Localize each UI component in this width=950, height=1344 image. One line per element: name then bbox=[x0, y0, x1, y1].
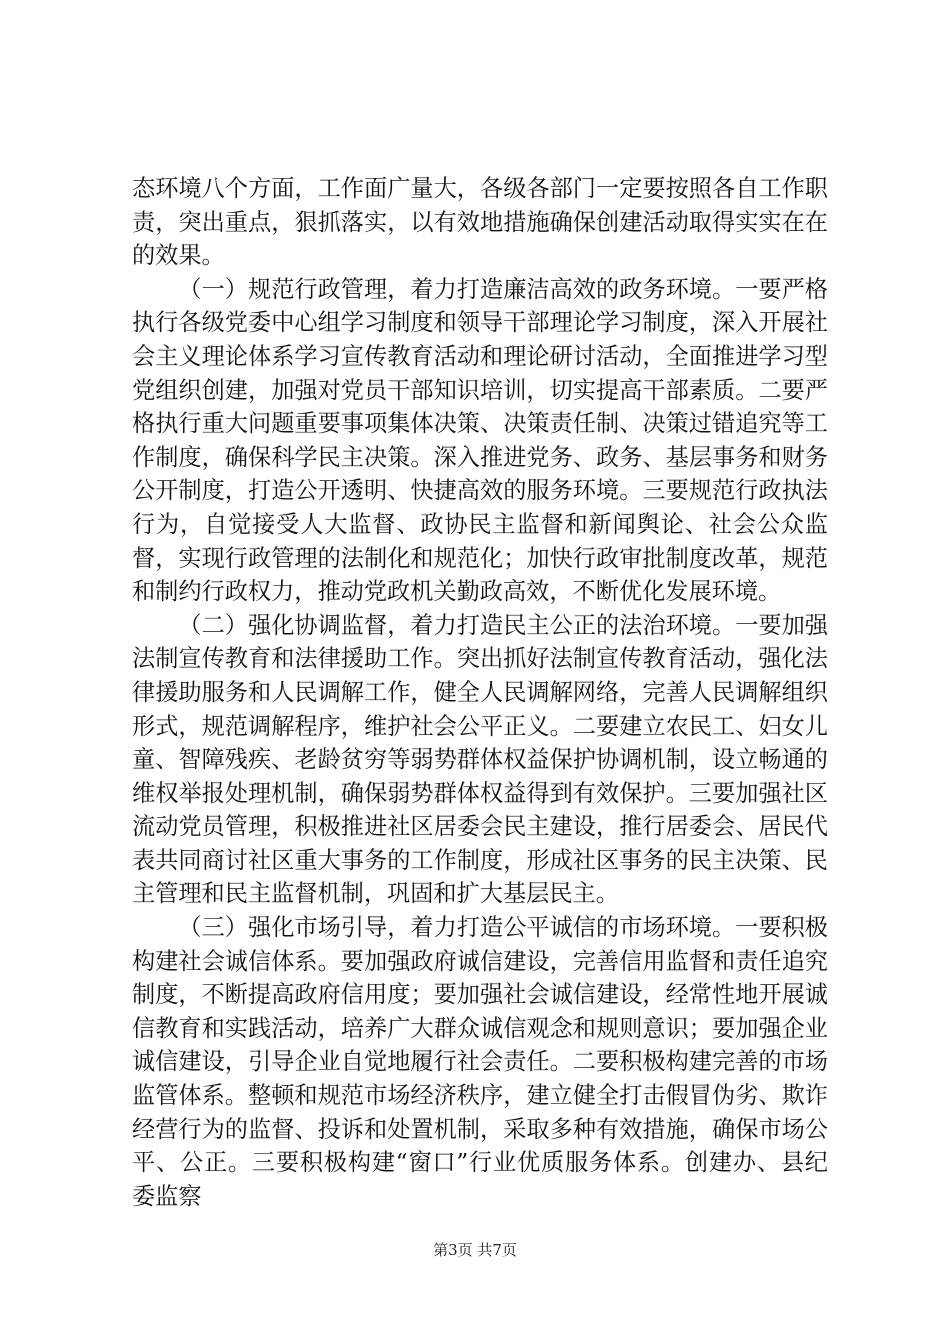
paragraph-legal-environment: （二）强化协调监督，着力打造民主公正的法治环境。一要加强法制宣传教育和法律援助工作。突出抓好法制宣传教育活动，强化法律援助服务和人民调解工作，健全人民调解网络，完善人民调解组织形式，规范调解程序，维护社会公平正义。二要建立农民工、妇女儿童、智障残疾、老龄贫穷等弱势群体权益保护协调机制，设立畅通的维权举报处理机制，确保弱势群体权益得到有效保护。三要加强社区流动党员管理，积极推进社区居委会民主建设，推行居委会、居民代表共同商讨社区重大事务的工作制度，形成社区事务的民主决策、民主管理和民主监督机制，巩固和扩大基层民主。 bbox=[132, 611, 828, 908]
paragraph-continuation: 态环境八个方面，工作面广量大，各级各部门一定要按照各自工作职责，突出重点，狠抓落实，以有效地措施确保创建活动取得实实在在的效果。 bbox=[132, 175, 828, 270]
page-footer: 第3页 共7页 bbox=[433, 1241, 517, 1259]
paragraph-market-environment: （三）强化市场引导，着力打造公平诚信的市场环境。一要积极构建社会诚信体系。要加强政府诚信建设，完善信用监督和责任追究制度，不断提高政府信用度；要加强社会诚信建设，经常性地开展诚信教育和实践活动，培养广大群众诚信观念和规则意识；要加强企业诚信建设，引导企业自觉地履行社会责任。二要积极构建完善的市场监管体系。整顿和规范市场经济秩序，建立健全打击假冒伪劣、欺诈经营行为的监督、投诉和处置机制，采取多种有效措施，确保市场公平、公正。三要积极构建“窗口”行业优质服务体系。创建办、县纪委监察 bbox=[132, 914, 828, 1210]
paragraph-admin-management: （一）规范行政管理，着力打造廉洁高效的政务环境。一要严格执行各级党委中心组学习制度和领导干部理论学习制度，深入开展社会主义理论体系学习宣传教育活动和理论研讨活动，全面推进学习型党组织创建，加强对党员干部知识培训，切实提高干部素质。二要严格执行重大问题重要事项集体决策、决策责任制、决策过错追究等工作制度，确保科学民主决策。深入推进党务、政务、基层事务和财务公开制度，打造公开透明、快捷高效的服务环境。三要规范行政执法行为，自觉接受人大监督、政协民主监督和新闻舆论、社会公众监督，实现行政管理的法制化和规范化；加快行政审批制度改革，规范和制约行政权力，推动党政机关勤政高效，不断优化发展环境。 bbox=[132, 275, 828, 606]
document-body bbox=[132, 172, 828, 1213]
